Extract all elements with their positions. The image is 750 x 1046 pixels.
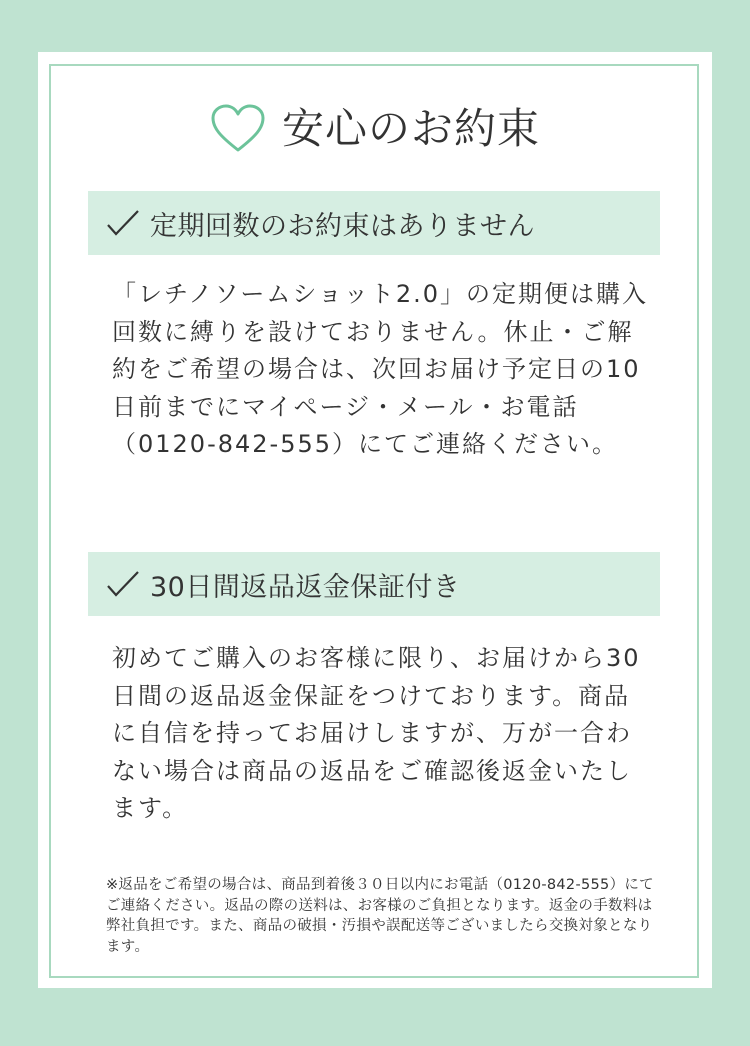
checkmark-icon [106,209,140,237]
section-title-guarantee: 30日間返品返金保証付き [150,571,461,603]
checkmark-icon [106,570,140,598]
heart-outline-icon [210,104,266,154]
section-header-subscription [88,191,660,255]
section-body-guarantee: 初めてご購入のお客様に限り、お届けから30日間の返品返金保証をつけております。商品に自信を持ってお届けしますが、万が一合わない場合は商品の返品をご確認後返金いたします。 [112,644,641,822]
section-header-guarantee [88,552,660,616]
page-title: 安心のお約束 [281,104,540,153]
footnote: ※返品をご希望の場合は、商品到着後３０日以内にお電話（0120-842-555）にてご連絡ください。返品の際の送料は、お客様のご負担となります。返金の手数料は弊社負担です。また、商品の破損・汚損や誤配送等ございましたら交換対象となります。 [106,877,654,955]
title-row [38,100,712,158]
section-title-subscription: 定期回数のお約束はありません [150,210,535,242]
section-body-subscription: 「レチノソームショット2.0」の定期便は購入回数に縛りを設けておりません。休止・ご解約をご希望の場合は、次回お届け予定日の10日前までにマイページ・メール・お電話（0120-842-555）にてご連絡ください。 [112,280,649,458]
promise-card [38,52,712,988]
